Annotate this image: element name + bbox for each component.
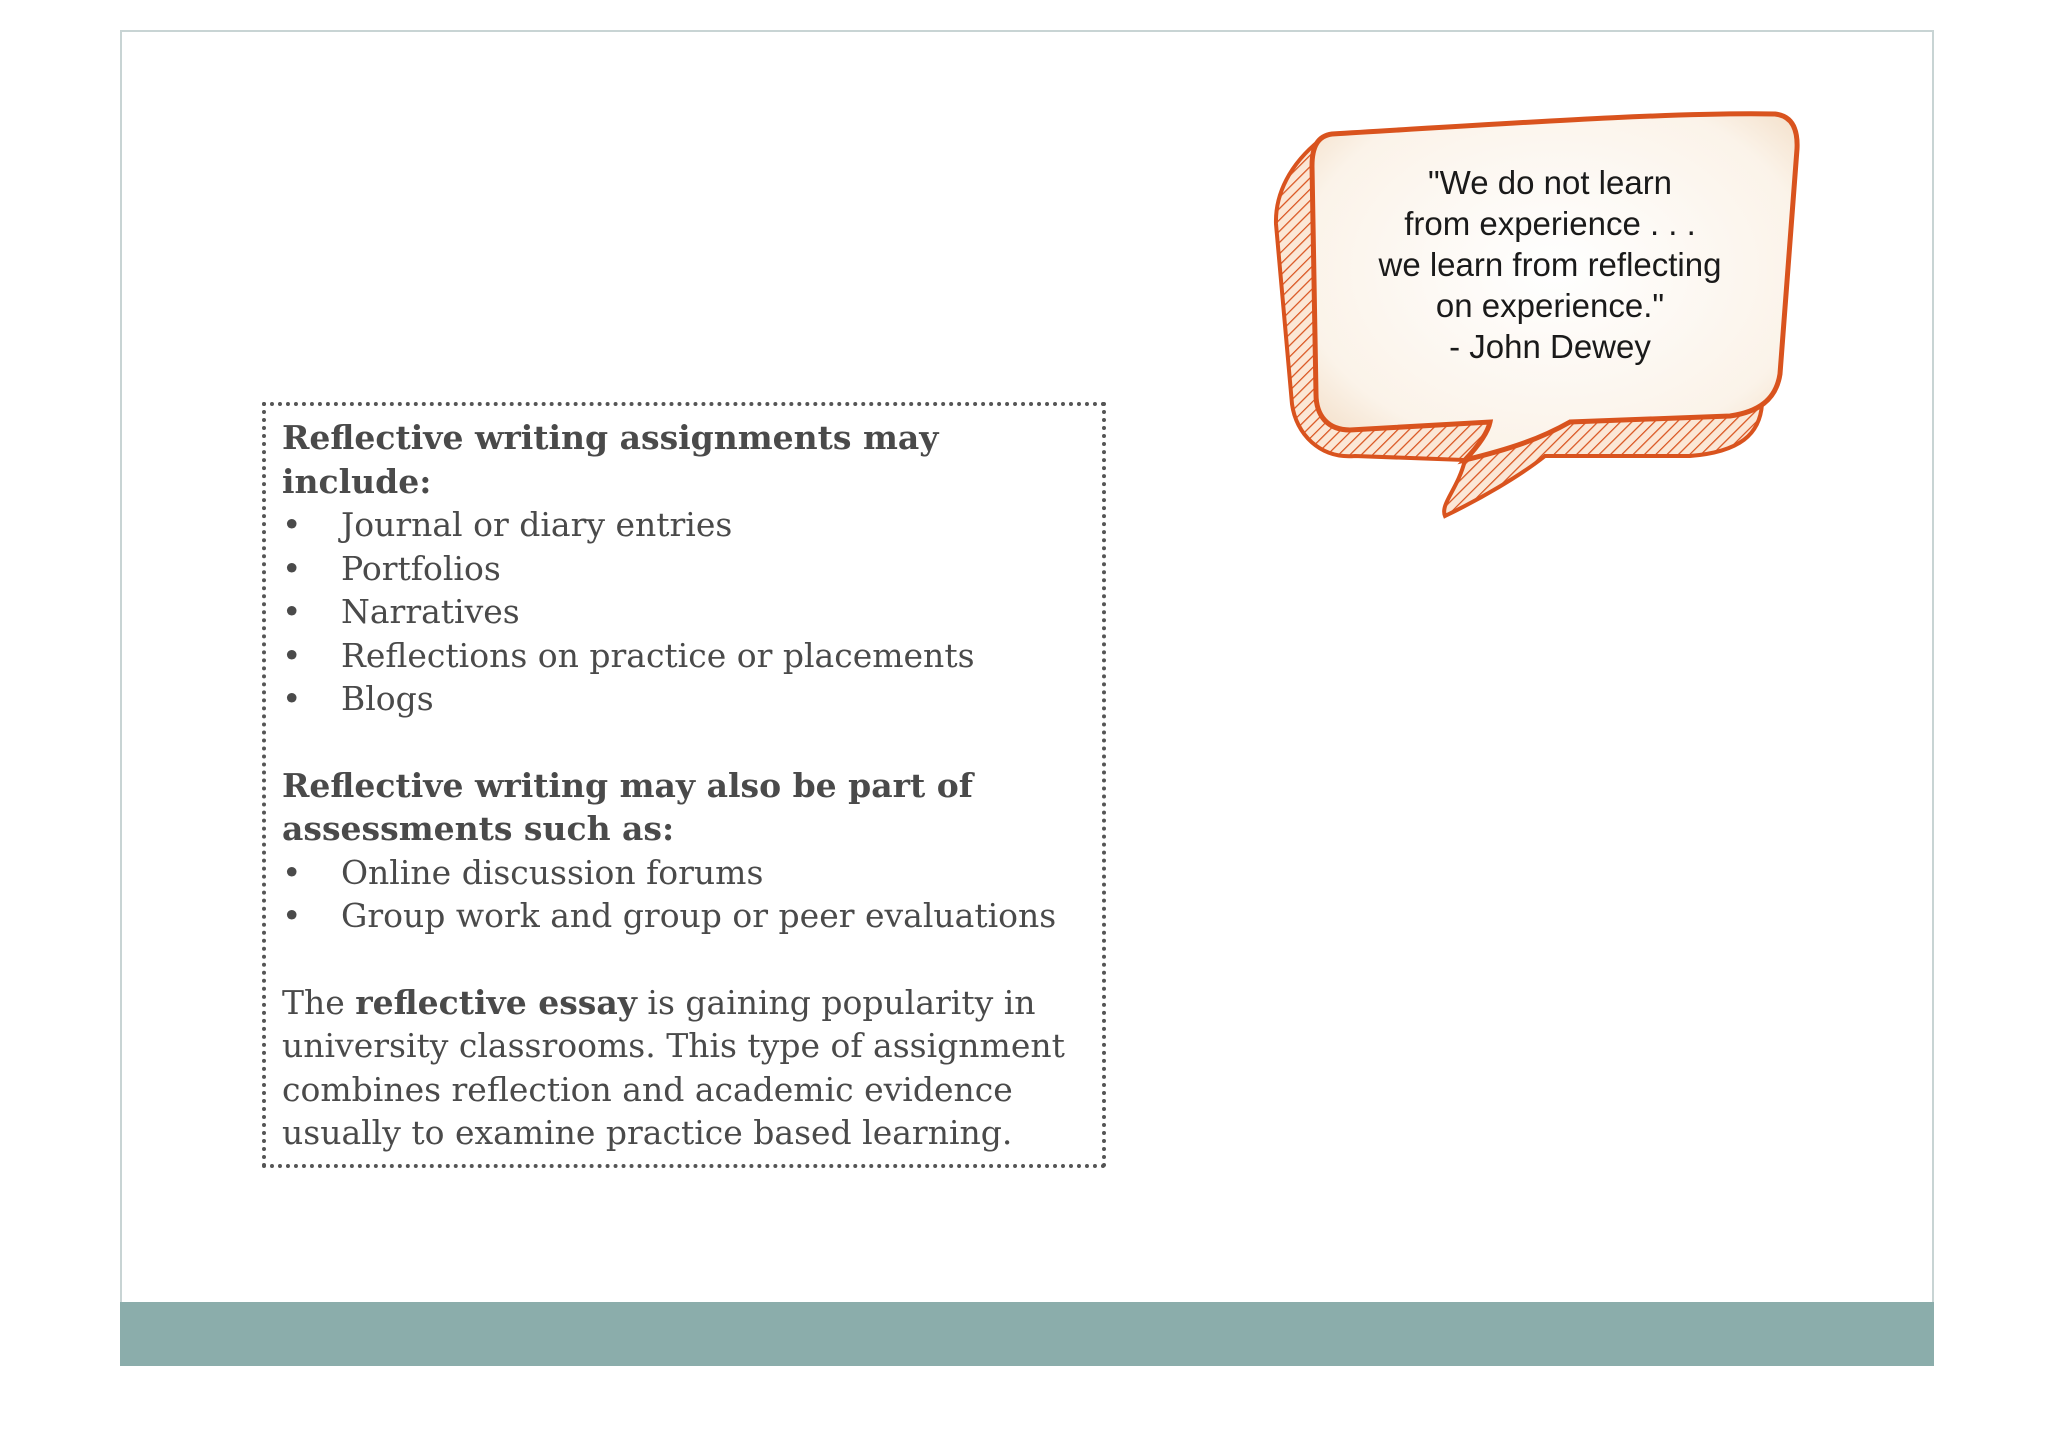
section2-list xyxy=(282,851,1086,938)
section1-heading xyxy=(282,416,1086,503)
footer-band xyxy=(120,1302,1934,1366)
paragraph-line1-post: is gaining popularity in xyxy=(636,982,1036,1022)
quote-line: "We do not learn xyxy=(1427,164,1673,201)
paragraph-line4: usually to examine practice based learning. xyxy=(282,1113,1013,1152)
list-item xyxy=(282,677,1086,721)
bullet-icon: • xyxy=(282,896,302,935)
list-item xyxy=(282,590,1086,634)
section1-list xyxy=(282,503,1086,721)
quote-text xyxy=(1330,162,1770,367)
quote-author: - John Dewey xyxy=(1449,328,1651,365)
section2-heading-line2: assessments such as: xyxy=(282,809,675,848)
list-item-text: Blogs xyxy=(341,679,434,718)
list-item-text: Portfolios xyxy=(341,548,501,588)
spacer xyxy=(282,938,1086,981)
section1-heading-line1: Reflective writing assignments may xyxy=(282,418,939,457)
paragraph-line3: combines reflection and academic evidence xyxy=(282,1069,1013,1109)
list-item-text: Narratives xyxy=(341,592,520,631)
list-item-text: Online discussion forums xyxy=(341,852,764,892)
list-item-text: Reflections on practice or placements xyxy=(341,635,975,675)
list-item xyxy=(282,503,1086,547)
list-item xyxy=(282,851,1086,895)
paragraph-line2: university classrooms. This type of assignment xyxy=(282,1026,1065,1065)
spacer xyxy=(282,721,1086,764)
paragraph-line1-pre: The xyxy=(282,982,356,1022)
quote-line: we learn from reflecting xyxy=(1378,246,1722,283)
list-item xyxy=(282,894,1086,938)
section1-heading-line2: include: xyxy=(282,461,432,501)
bullet-icon: • xyxy=(282,505,302,544)
list-item xyxy=(282,547,1086,591)
list-item xyxy=(282,634,1086,678)
paragraph-bold-term: reflective essay xyxy=(355,982,637,1022)
section2-heading xyxy=(282,764,1086,851)
summary-paragraph xyxy=(282,981,1086,1155)
quote-line: from experience . . . xyxy=(1404,205,1696,242)
quote-line: on experience." xyxy=(1435,287,1665,324)
bullet-icon: • xyxy=(282,592,302,631)
bullet-icon: • xyxy=(282,548,302,588)
bullet-icon: • xyxy=(282,852,302,892)
bullet-icon: • xyxy=(282,635,302,675)
list-item-text: Journal or diary entries xyxy=(341,505,733,544)
list-item-text: Group work and group or peer evaluations xyxy=(341,896,1057,935)
bullet-icon: • xyxy=(282,679,302,718)
content-box xyxy=(262,402,1106,1168)
speech-bubble xyxy=(1270,104,1810,524)
section2-heading-line1: Reflective writing may also be part of xyxy=(282,765,973,805)
